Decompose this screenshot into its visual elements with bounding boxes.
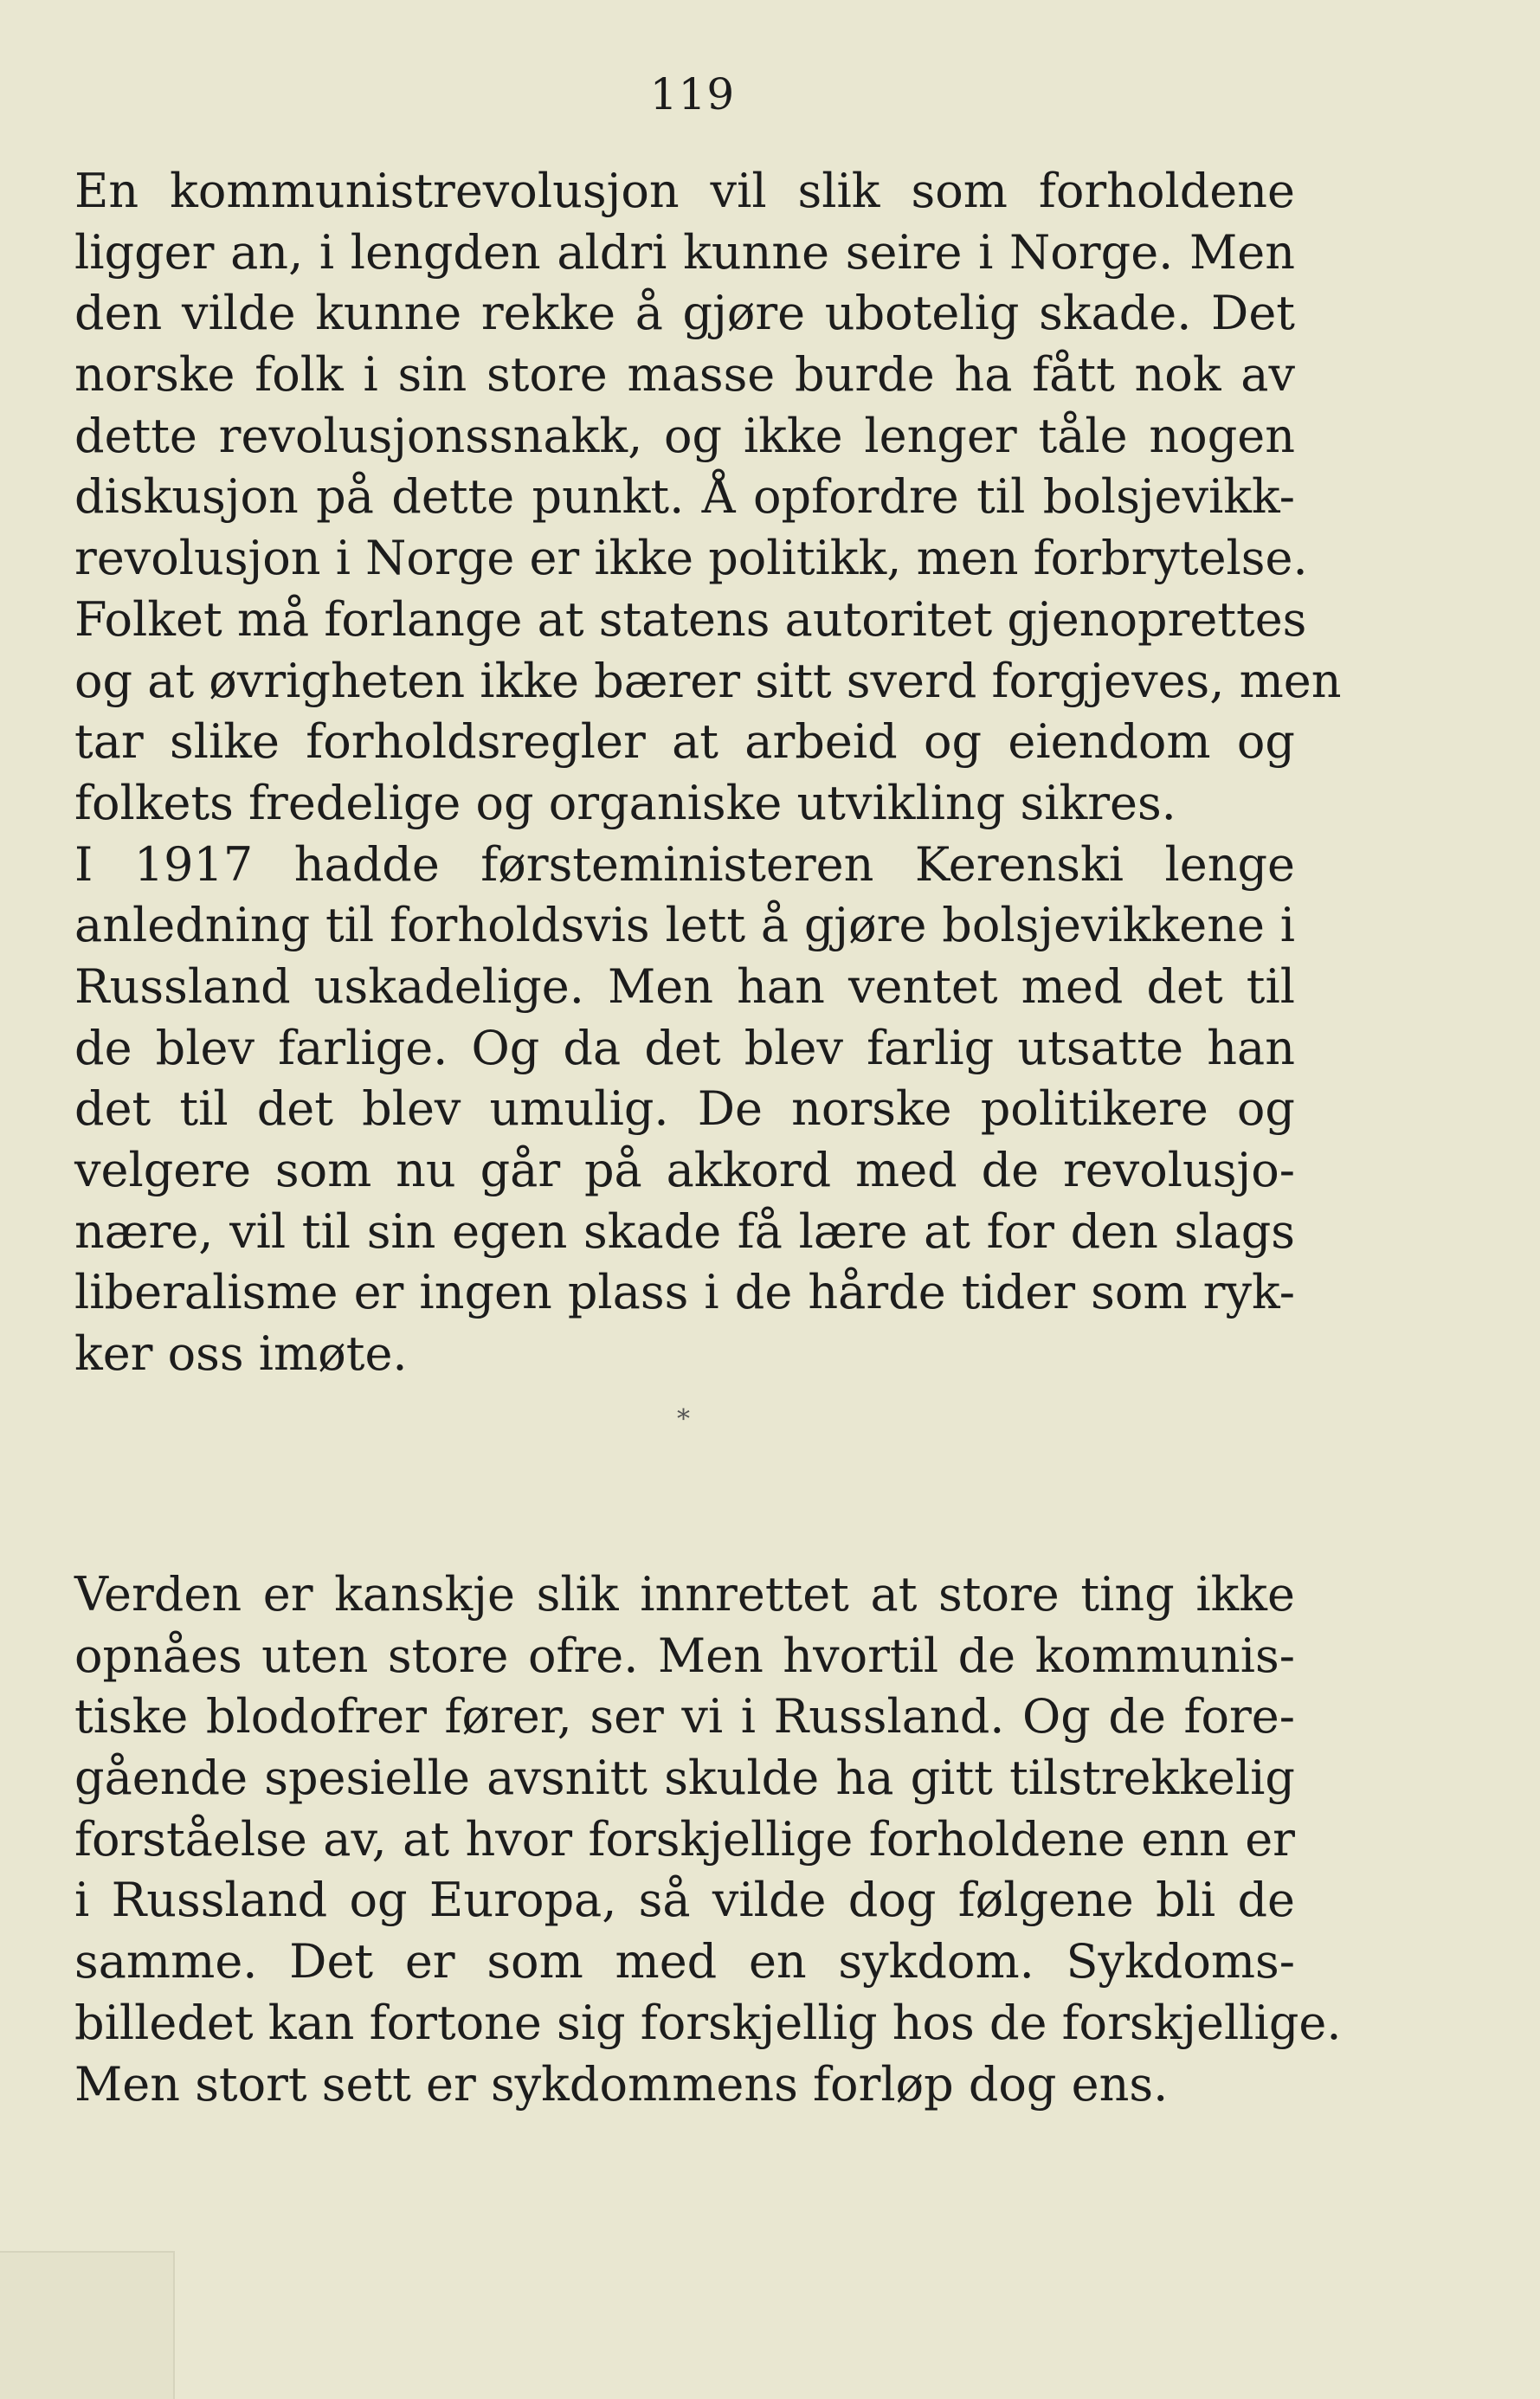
text-line: den vilde kunne rekke å gjøre ubotelig skade. Det [74,286,1295,341]
text-line: tiske blodofrer fører, ser vi i Russland. Og de fore- [74,1689,1295,1744]
text-line: ker oss imøte. [74,1326,408,1382]
paragraph-secondary [74,1564,1342,2115]
text-line: revolusjon i Norge er ikke politikk, men forbrytelse. [74,531,1308,586]
section-separator: * [677,1404,690,1435]
text-line: I 1917 hadde førsteministeren Kerenski lenge [74,836,1295,892]
text-line: Folket må forlange at statens autoritet gjenoprettes [74,591,1307,647]
text-line: folkets fredelige og organiske utvikling sikres. [74,775,1176,830]
text-line: og at øvrigheten ikke bærer sitt sverd forgjeves, men [74,653,1342,708]
text-line: i Russland og Europa, så vilde dog følgene bli de [74,1873,1295,1928]
text-line: velgere som nu går på akkord med de revolusjo- [74,1143,1295,1197]
text-line: forståelse av, at hvor forskjellige forholdene enn er [74,1811,1295,1867]
text-line: samme. Det er som med en sykdom. Sykdoms- [74,1934,1295,1989]
text-line: det til det blev umulig. De norske politikere og [74,1081,1295,1137]
text-line: En kommunistrevolusjon vil slik som forholdene [74,164,1295,218]
text-line: dette revolusjonssnakk, og ikke lenger tåle nogen [74,408,1295,463]
text-line: Verden er kanskje slik innrettet at store ting ikke [74,1567,1295,1622]
text-line: ligger an, i lengden aldri kunne seire i Norge. Men [74,224,1295,280]
text-line: nære, vil til sin egen skade få lære at for den slags [74,1203,1295,1259]
text-line: anledning til forholdsvis lett å gjøre bolsjevikkene i [74,898,1295,953]
text-line: Russland uskadelige. Men han ventet med det til [74,958,1295,1014]
text-line: billedet kan fortone sig forskjellig hos de forskjellige. [74,1995,1342,2050]
page-number: 119 [649,69,736,119]
text-line: tar slike forholdsregler at arbeid og eiendom og [74,714,1295,770]
text-line: Men stort sett er sykdommens forløp dog ens. [74,2056,1169,2112]
page-edge-artifact [0,2251,175,2399]
text-line: gående spesielle avsnitt skulde ha gitt tilstrekkelig [74,1751,1295,1806]
text-line: opnåes uten store ofre. Men hvortil de kommunis- [74,1628,1295,1683]
paragraph-main [74,161,1342,1385]
text-line: diskusjon på dette punkt. Å opfordre til bolsjevikk- [74,469,1295,525]
text-line: norske folk i sin store masse burde ha fått nok av [74,347,1295,403]
text-line: de blev farlige. Og da det blev farlig utsatte han [74,1020,1295,1075]
text-line: liberalisme er ingen plass i de hårde tider som ryk- [74,1265,1295,1320]
